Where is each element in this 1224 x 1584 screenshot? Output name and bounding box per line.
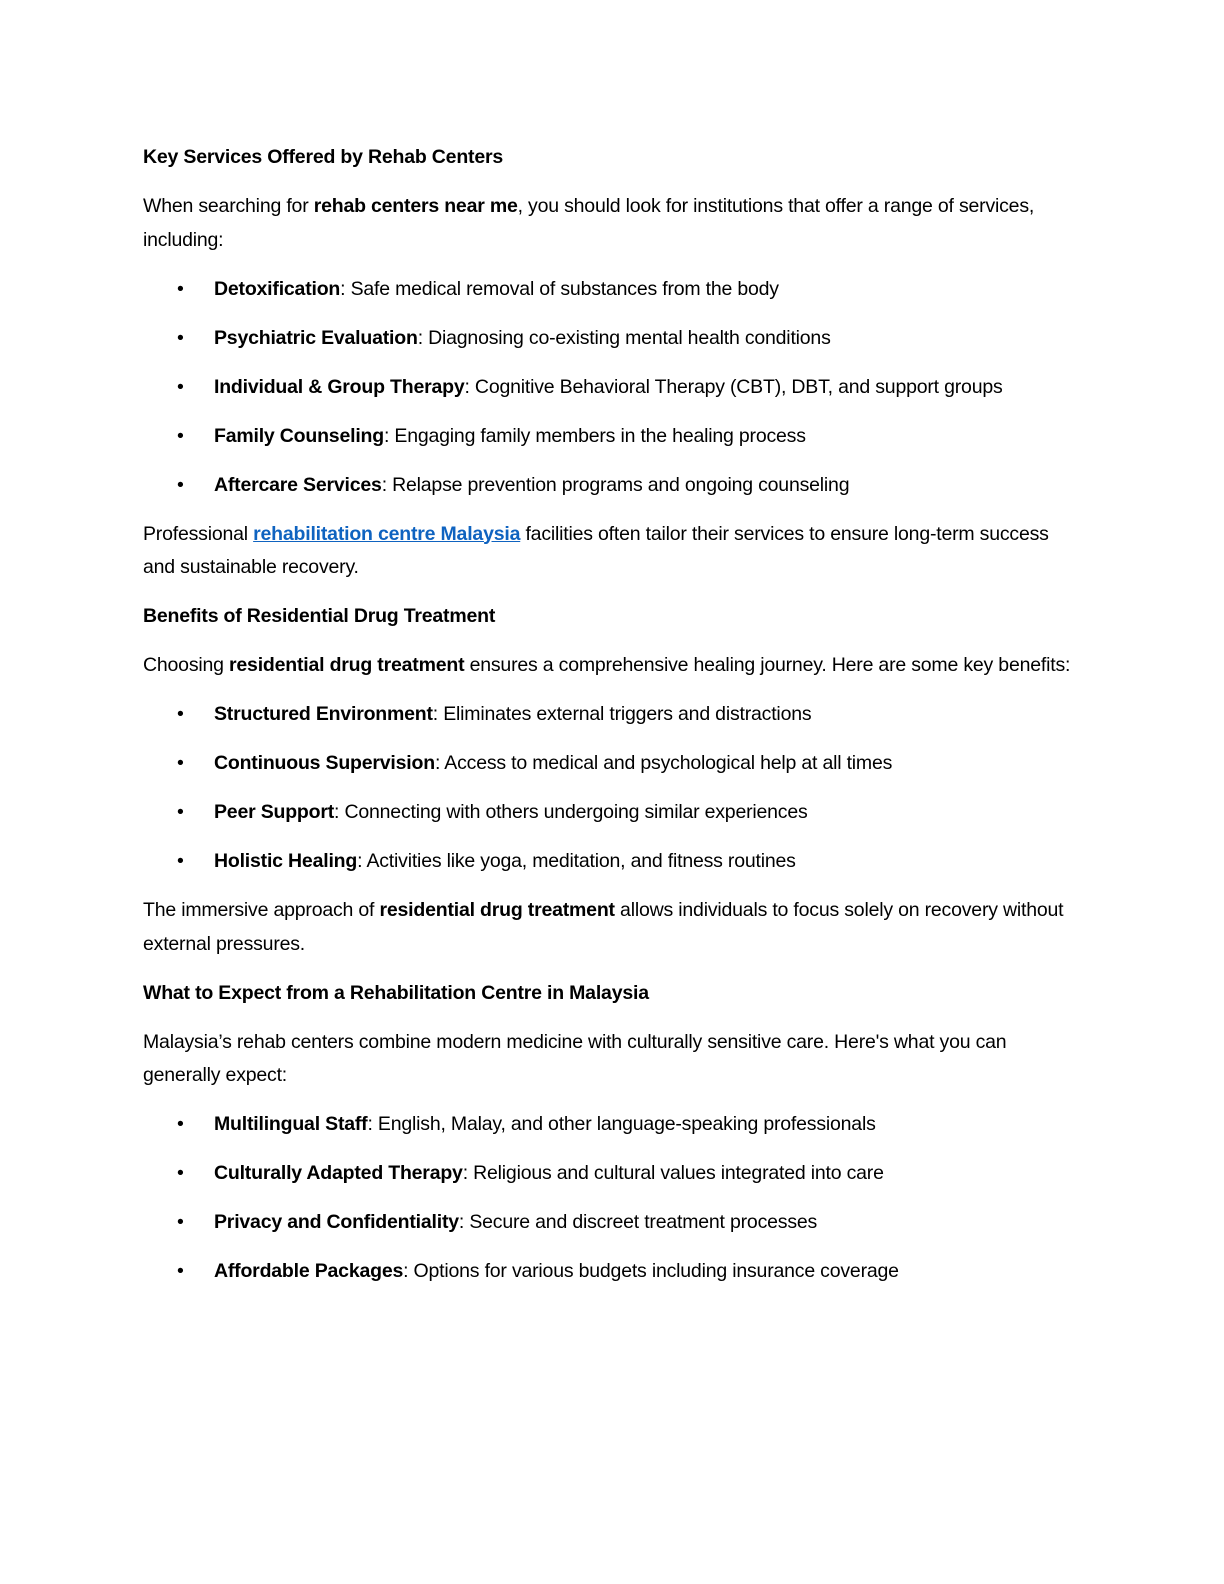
list-item: • Privacy and Confidentiality: Secure and discreet treatment processes [143,1206,1078,1240]
bullet-icon: • [177,1260,184,1282]
bullet-icon: • [177,1113,184,1135]
bullet-icon: • [177,375,184,398]
paragraph: When searching for rehab centers near me, you should look for institutions that offer a range of services, including: [143,195,1035,251]
bullet-icon: • [177,752,184,774]
list-item: • Detoxification: Safe medical removal of substances from the body [143,273,1078,307]
bullet-icon: • [177,850,184,872]
benefits-list [143,698,1078,879]
list-item: • Culturally Adapted Therapy: Religious and cultural values integrated into care [143,1157,1078,1191]
bullet-icon: • [177,1162,184,1184]
list-item: • Peer Support: Connecting with others undergoing similar experiences [143,796,1078,830]
services-list [143,273,1078,503]
list-item: • Multilingual Staff: English, Malay, and other language-speaking professionals [143,1108,1078,1142]
bullet-icon: • [177,473,184,496]
list-item: • Affordable Packages: Options for various budgets including insurance coverage [143,1255,1078,1289]
section-heading: Key Services Offered by Rehab Centers [143,146,504,168]
section-heading: What to Expect from a Rehabilitation Centre in Malaysia [143,981,649,1004]
bullet-icon: • [177,703,184,725]
bullet-icon: • [177,801,184,823]
bullet-icon: • [177,1211,184,1233]
list-item: • Continuous Supervision: Access to medical and psychological help at all times [143,747,1078,781]
paragraph: Malaysia’s rehab centers combine modern medicine with culturally sensitive care. Here's what you can generally expect: [143,1030,1007,1086]
list-item: • Aftercare Services: Relapse prevention programs and ongoing counseling [143,469,1078,503]
bullet-icon: • [177,277,184,300]
rehabilitation-centre-link[interactable]: rehabilitation centre Malaysia [253,522,521,545]
list-item: • Family Counseling: Engaging family members in the healing process [143,420,1078,454]
document-page [143,141,1078,1304]
expectations-list [143,1108,1078,1289]
bullet-icon: • [177,326,184,349]
list-item: • Structured Environment: Eliminates external triggers and distractions [143,698,1078,732]
list-item: • Holistic Healing: Activities like yoga, meditation, and fitness routines [143,845,1078,879]
bullet-icon: • [177,424,184,447]
paragraph: Choosing residential drug treatment ensures a comprehensive healing journey. Here are some key benefits: [143,654,1071,676]
paragraph: Professional rehabilitation centre Malaysia facilities often tailor their services to ensure long-term success and sustainable recovery. [143,522,1049,578]
list-item: • Psychiatric Evaluation: Diagnosing co-existing mental health conditions [143,322,1078,356]
paragraph: The immersive approach of residential drug treatment allows individuals to focus solely on recovery without external pressures. [143,899,1064,955]
list-item: • Individual & Group Therapy: Cognitive Behavioral Therapy (CBT), DBT, and support groups [143,371,1078,405]
section-heading: Benefits of Residential Drug Treatment [143,605,496,627]
